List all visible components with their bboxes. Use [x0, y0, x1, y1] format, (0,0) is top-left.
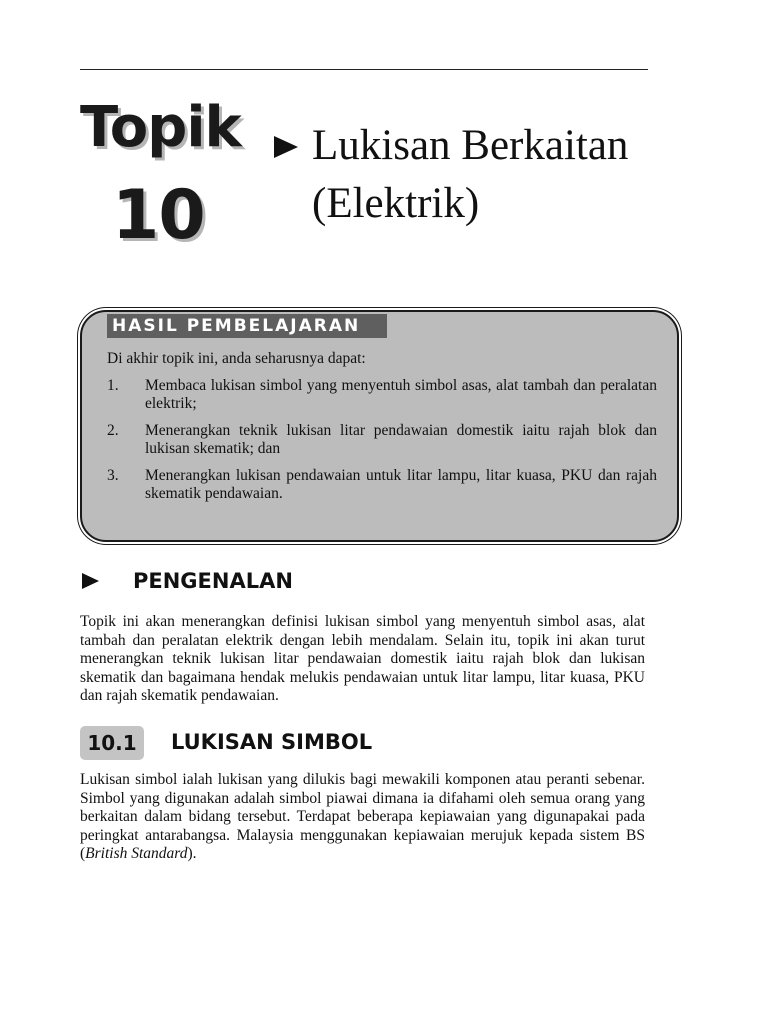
- topic-label: Topik: [80, 95, 241, 160]
- section-paragraph-end: ).: [187, 845, 197, 862]
- introduction-heading: PENGENALAN: [133, 569, 293, 593]
- section-paragraph: [80, 771, 645, 864]
- title-arrow-icon: [274, 136, 298, 158]
- section-arrow-icon: [82, 573, 99, 589]
- topic-title-line2: (Elektrik): [312, 180, 480, 227]
- section-heading: LUKISAN SIMBOL: [171, 730, 373, 754]
- topic-title-line1: Lukisan Berkaitan: [312, 122, 629, 169]
- list-item: [107, 467, 657, 503]
- list-item-text: Menerangkan teknik lukisan litar pendawaian domestik iaitu rajah blok dan lukisan skematik; dan: [145, 422, 657, 457]
- introduction-paragraph: Topik ini akan menerangkan definisi lukisan simbol yang menyentuh simbol asas, alat tambah dan peralatan elektrik dengan lebih mendalam. Selain itu, topik ini akan turut menerangkan teknik lukisan litar pendawaian domestik iaitu rajah blok dan lukisan skematik dan bagaimana hendak melukis pendawaian untuk litar lampu, litar kuasa, PKU dan rajah skematik pendawaian.: [80, 613, 645, 704]
- topic-number: 10: [112, 176, 205, 255]
- topic-title: [312, 117, 628, 233]
- top-rule: [80, 69, 648, 70]
- section-number-badge: 10.1: [80, 726, 144, 760]
- list-item: [107, 422, 657, 458]
- list-item-number: 3.: [107, 467, 119, 484]
- list-item-text: Membaca lukisan simbol yang menyentuh simbol asas, alat tambah dan peralatan elektrik;: [145, 377, 657, 412]
- section-paragraph-italic: British Standard: [85, 845, 188, 862]
- learning-outcomes-list: [107, 377, 657, 512]
- list-item-text: Menerangkan lukisan pendawaian untuk litar lampu, litar kuasa, PKU dan rajah skematik pendawaian.: [145, 467, 657, 502]
- list-item: [107, 377, 657, 413]
- list-item-number: 1.: [107, 377, 119, 394]
- learning-outcomes-intro: Di akhir topik ini, anda seharusnya dapat:: [107, 350, 366, 367]
- list-item-number: 2.: [107, 422, 119, 439]
- section-paragraph-main: Lukisan simbol ialah lukisan yang dilukis bagi mewakili komponen atau peranti sebenar. Simbol yang digunakan adalah simbol piawai dimana ia difahami oleh semua orang yang berkaitan dalam bidang tersebut. Terdapat beberapa kepiawaian yang digunapakai pada peringkat antarabangsa. Malaysia menggunakan kepiawaian merujuk kepada sistem BS (: [80, 771, 645, 862]
- learning-outcomes-title: HASIL PEMBELAJARAN: [107, 314, 387, 338]
